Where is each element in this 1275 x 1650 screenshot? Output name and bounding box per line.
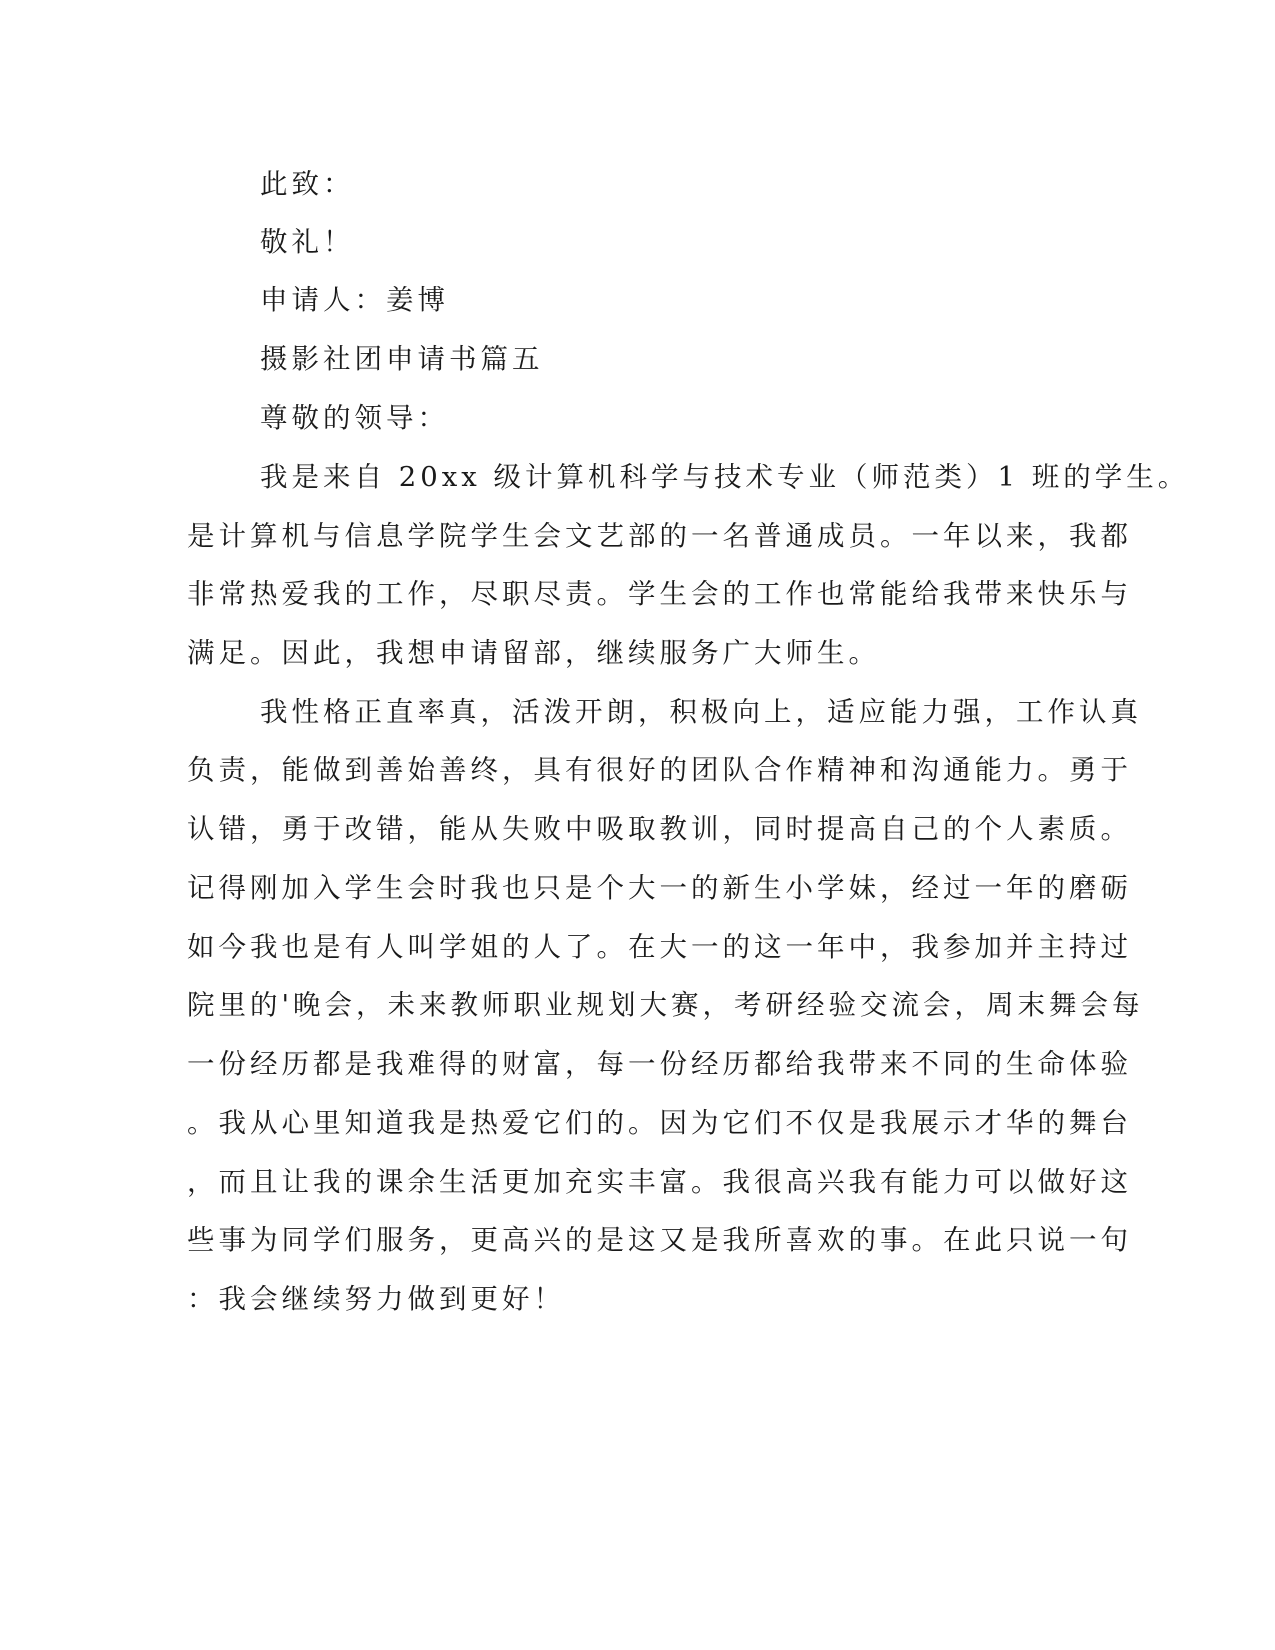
- greeting-line: 尊敬的领导：: [260, 402, 449, 434]
- closing-line: 此致：: [260, 168, 355, 200]
- paragraph-2-line-6: 院里的'晚会，未来教师职业规划大赛，考研经验交流会，周末舞会每: [187, 989, 1144, 1021]
- paragraph-2-line-2: 负责，能做到善始善终，具有很好的团队合作精神和沟通能力。勇于: [187, 754, 1132, 786]
- paragraph-1-line-2: 是计算机与信息学院学生会文艺部的一名普通成员。一年以来，我都: [187, 520, 1132, 552]
- paragraph-2-line-11: ：我会继续努力做到更好！: [187, 1283, 565, 1315]
- paragraph-1-line-1: 我是来自 20xx 级计算机科学与技术专业（师范类）1 班的学生。: [260, 461, 1190, 493]
- paragraph-2-line-10: 些事为同学们服务，更高兴的是这又是我所喜欢的事。在此只说一句: [187, 1224, 1132, 1256]
- paragraph-2-line-5: 如今我也是有人叫学姐的人了。在大一的这一年中，我参加并主持过: [187, 931, 1132, 963]
- paragraph-2-line-3: 认错，勇于改错，能从失败中吸取教训，同时提高自己的个人素质。: [187, 813, 1132, 845]
- paragraph-2-line-8: 。我从心里知道我是热爱它们的。因为它们不仅是我展示才华的舞台: [187, 1107, 1132, 1139]
- applicant-line: 申请人：姜博: [260, 284, 449, 316]
- paragraph-2-line-1: 我性格正直率真，活泼开朗，积极向上，适应能力强，工作认真: [260, 696, 1142, 728]
- paragraph-2-line-9: ，而且让我的课余生活更加充实丰富。我很高兴我有能力可以做好这: [187, 1166, 1132, 1198]
- paragraph-1-line-4: 满足。因此，我想申请留部，继续服务广大师生。: [187, 637, 880, 669]
- paragraph-2-line-7: 一份经历都是我难得的财富，每一份经历都给我带来不同的生命体验: [187, 1048, 1132, 1080]
- paragraph-1-line-3: 非常热爱我的工作，尽职尽责。学生会的工作也常能给我带来快乐与: [187, 578, 1132, 610]
- paragraph-2-line-4: 记得刚加入学生会时我也只是个大一的新生小学妹，经过一年的磨砺: [187, 872, 1132, 904]
- salutation-line: 敬礼！: [260, 226, 355, 258]
- section-title: 摄影社团申请书篇五: [260, 343, 544, 375]
